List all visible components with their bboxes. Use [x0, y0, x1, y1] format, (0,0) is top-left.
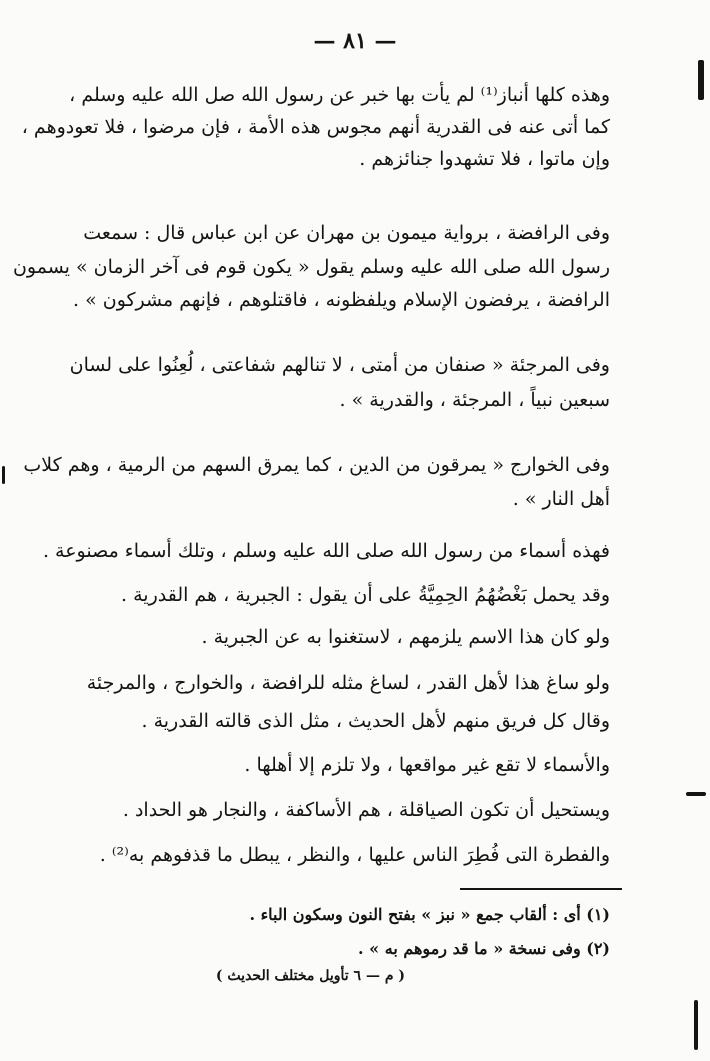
text-line: ويستحيل أن تكون الصياقلة ، هم الأساكفة ، والنجار هو الحداد . — [122, 799, 610, 821]
text-line: وإن ماتوا ، فلا تشهدوا جنائزهم . — [359, 148, 610, 170]
text-line: أهل النار » . — [512, 488, 610, 510]
text-line: الرافضة ، يرفضون الإسلام ويلفظونه ، فاقتلوهم ، فإنهم مشركون » . — [73, 289, 610, 311]
text-line: كما أتى عنه فى القدرية أنهم مجوس هذه الأمة ، فإن مرضوا ، فلا تعودوهم ، — [21, 116, 610, 138]
text-line: رسول الله صلى الله عليه وسلم يقول « يكون قوم فى آخر الزمان » يسمون — [12, 256, 610, 278]
signature-line: ( م — ٦ تأويل مختلف الحديث ) — [215, 968, 405, 984]
text-line: سبعين نبياً ، المرجئة ، والقدرية » . — [339, 389, 610, 411]
footnote-divider — [460, 888, 622, 890]
text-line: والأسماء لا تقع غير مواقعها ، ولا تلزم إلا أهلها . — [244, 754, 610, 776]
footnote: (٢) وفى نسخة « ما قد رموهم به » . — [358, 939, 610, 958]
text-line: فهذه أسماء من رسول الله صلى الله عليه وسلم ، وتلك أسماء مصنوعة . — [42, 540, 610, 562]
text-line: ولو ساغ هذا لأهل القدر ، لساغ مثله للرافضة ، والخوارج ، والمرجئة — [86, 672, 610, 694]
scan-edge-mark — [698, 60, 704, 100]
text-line: وهذه كلها أنباز⁽¹⁾ لم يأت بها خبر عن رسول الله صل الله عليه وسلم ، — [69, 84, 610, 106]
footnote: (١) أى : ألقاب جمع « نبز » بفتح النون وسكون الباء . — [249, 905, 610, 924]
scan-edge-mark — [2, 466, 5, 484]
scan-edge-mark — [686, 792, 706, 796]
text-line: وفى الخوارج « يمرقون من الدين ، كما يمرق السهم من الرمية ، وهم كلاب — [23, 454, 610, 476]
text-line: وقد يحمل بَغْضُهُمُ الحِمِيَّةُ على أن يقول : الجبرية ، هم القدرية . — [121, 584, 610, 606]
text-line: وفى الرافضة ، برواية ميمون بن مهران عن ابن عباس قال : سمعت — [83, 222, 610, 244]
page-number: — ٨١ — — [313, 28, 397, 54]
text-line: والفطرة التى فُطِرَ الناس عليها ، والنظر ، يبطل ما قذفوهم به⁽²⁾ . — [99, 844, 610, 866]
scan-edge-mark — [694, 1000, 698, 1050]
text-line: ولو كان هذا الاسم يلزمهم ، لاستغنوا به عن الجبرية . — [201, 626, 610, 648]
text-line: وفى المرجئة « صنفان من أمتى ، لا تنالهم شفاعتى ، لُعِنُوا على لسان — [69, 354, 610, 376]
text-line: وقال كل فريق منهم لأهل الحديث ، مثل الذى قالته القدرية . — [141, 710, 610, 732]
